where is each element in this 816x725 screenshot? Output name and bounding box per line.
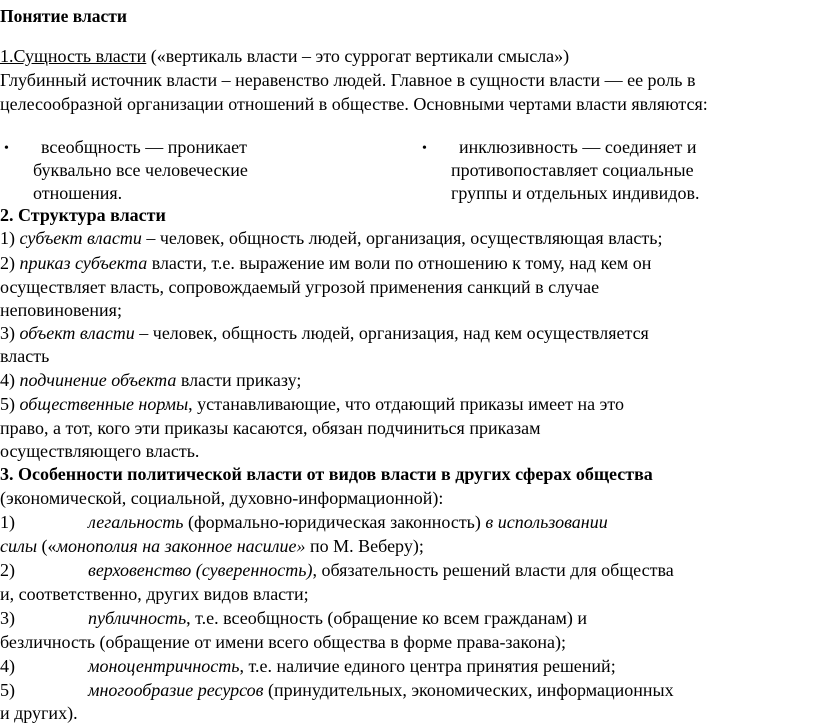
item-number: 2) [0, 253, 20, 273]
item-term: верховенство (суверенность) [88, 560, 313, 580]
item-term: субъект власти [19, 228, 142, 248]
s2-item-1 [0, 227, 663, 250]
section-1-number: 1. [0, 46, 14, 66]
item-number: 2) [0, 560, 15, 580]
s3-item-2 [0, 559, 674, 582]
item-number: 3) [0, 323, 20, 343]
item-text: власти, т.е. выражение им воли по отношению к тому, над кем он [147, 253, 652, 273]
bullet-right-line-1: инклюзивность — соединяет и [459, 137, 697, 157]
s2-item-4 [0, 369, 301, 392]
item-text: , устанавливающие, что отдающий приказы имеет на это [188, 394, 624, 414]
item-text: , т.е. наличие единого центра принятия решений; [239, 656, 616, 676]
s3-item-5 [0, 679, 674, 702]
s3-item-5-cont: и других). [0, 703, 78, 723]
item-cont-quote: монополия на законное насилие» [56, 536, 306, 556]
bullet-right-line-3: группы и отдельных индивидов. [451, 183, 700, 203]
bullet-right-line-2: противопоставляет социальные [451, 160, 694, 180]
section-3-subheading: (экономической, социальной, духовно-информационной): [0, 488, 444, 508]
s2-item-2-cont-2: неповиновения; [0, 300, 122, 320]
s3-item-3-cont: безличность (обращение от имени всего общества в форме права-закона); [0, 632, 566, 652]
item-cont-term: силы [0, 536, 38, 556]
bullet-left-line-3: отношения. [33, 183, 123, 203]
item-text: – человек, общность людей, организация, над кем осуществляется [134, 323, 649, 343]
item-cont-text: по М. Веберу); [305, 536, 424, 556]
item-cont-open: (« [37, 536, 57, 556]
section-2-heading: 2. Структура власти [0, 205, 166, 225]
section-1-text-line-2: целесообразной организации отношений в обществе. Основными чертами власти являются: [0, 94, 708, 114]
section-1-quote: («вертикаль власти – это суррогат вертикали смысла») [146, 46, 570, 66]
item-number: 3) [0, 608, 15, 628]
item-number: 1) [0, 512, 15, 532]
s2-item-2-cont-1: осуществляет власть, сопровождаемый угрозой применения санкций в случае [0, 277, 600, 297]
s3-item-2-cont: и, соответственно, других видов власти; [0, 584, 309, 604]
bullet-left-line-2: буквально все человеческие [33, 160, 248, 180]
s2-item-5 [0, 393, 624, 416]
s3-item-1-cont [0, 535, 424, 558]
bullet-icon: • [4, 141, 9, 156]
item-text: (формально-юридическая законность) [183, 512, 486, 532]
item-number: 4) [0, 656, 15, 676]
item-number: 5) [0, 394, 20, 414]
item-term-2: в использовании [485, 512, 608, 532]
s2-item-5-cont-2: осуществляющего власть. [0, 441, 200, 461]
s2-item-3 [0, 322, 649, 345]
section-1-heading: Сущность власти [13, 46, 147, 66]
item-text: , т.е. всеобщность (обращение ко всем гражданам) и [186, 608, 588, 628]
item-term: объект власти [19, 323, 135, 343]
item-term: моноцентричность [88, 656, 240, 676]
section-1-heading-line [0, 45, 569, 68]
item-text: , обязательность решений власти для общества [312, 560, 674, 580]
section-3-heading: 3. Особенности политической власти от видов власти в других сферах общества [0, 464, 653, 484]
bullet-left-line-1: всеобщность — проникает [41, 137, 247, 157]
s3-item-4 [0, 655, 616, 678]
s3-item-3 [0, 607, 587, 630]
item-term: легальность [88, 512, 184, 532]
s2-item-5-cont-1: право, а тот, кого эти приказы касаются, обязан подчиниться приказам [0, 418, 541, 438]
item-text: – человек, общность людей, организация, осуществляющая власть; [141, 228, 663, 248]
s3-item-1 [0, 511, 608, 534]
item-number: 4) [0, 370, 20, 390]
item-number: 1) [0, 228, 20, 248]
s2-item-3-cont-1: власть [0, 346, 50, 366]
page-title: Понятие власти [0, 6, 127, 26]
item-text: власти приказу; [176, 370, 302, 390]
s2-item-2 [0, 252, 651, 275]
item-text: (принудительных, экономических, информационных [263, 680, 674, 700]
section-1-text-line-1: Глубинный источник власти – неравенство людей. Главное в сущности власти — ее роль в [0, 70, 696, 90]
item-term: приказ субъекта [19, 253, 148, 273]
item-term: публичность [88, 608, 187, 628]
bullet-icon: • [422, 141, 427, 156]
item-term: общественные нормы [19, 394, 189, 414]
item-term: подчинение объекта [19, 370, 177, 390]
item-term: многообразие ресурсов [88, 680, 264, 700]
item-number: 5) [0, 680, 15, 700]
